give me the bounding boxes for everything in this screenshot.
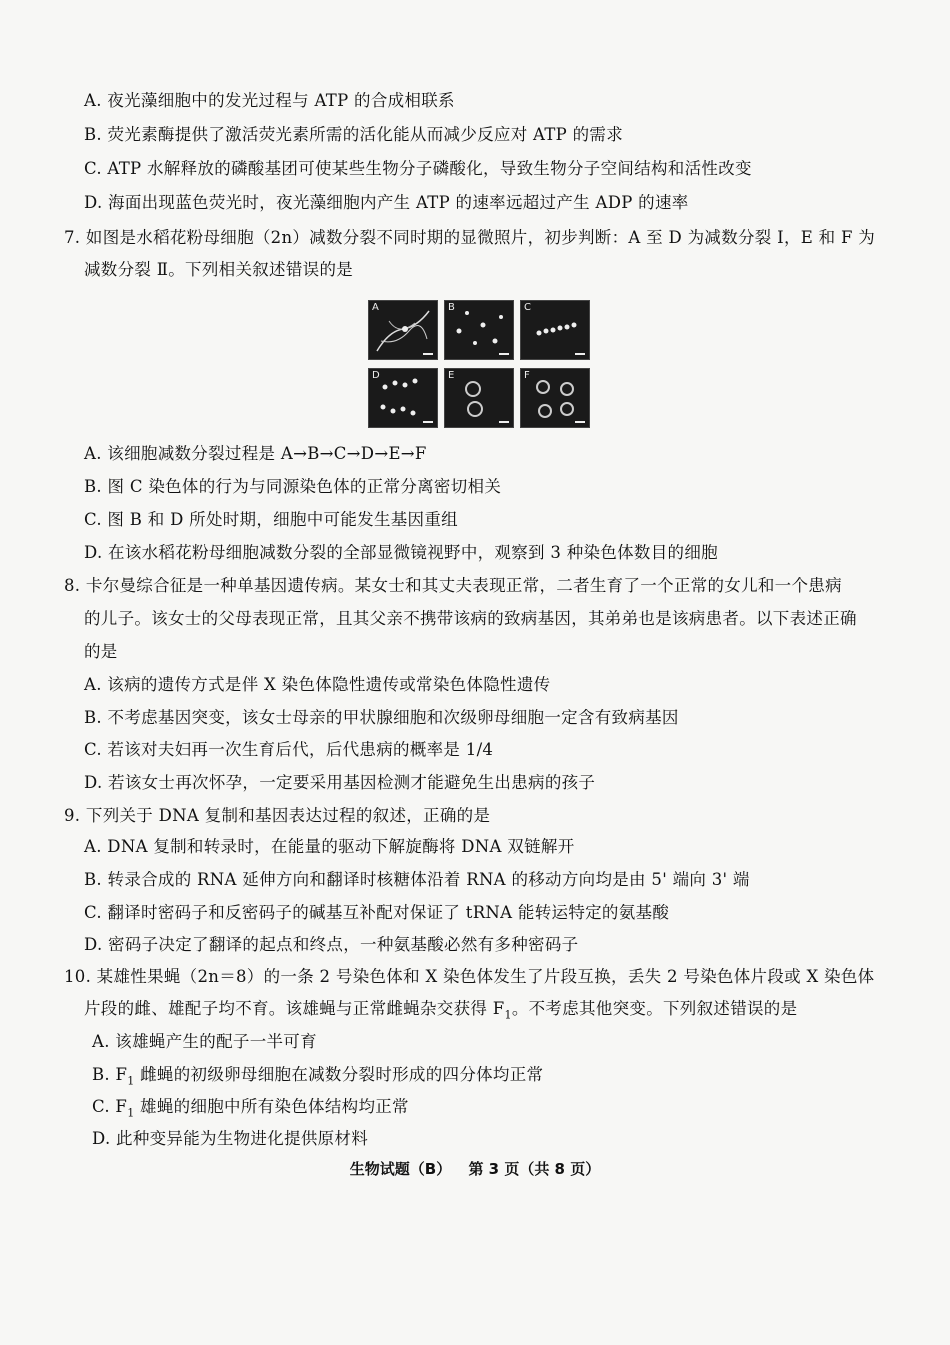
micrograph-panel-d — [368, 368, 438, 428]
q6-option-a: A. 夜光藻细胞中的发光过程与 ATP 的合成相联系 — [84, 91, 455, 110]
bivalents-image — [445, 301, 513, 359]
q10-stem-line2: 片段的雌、雄配子均不育。该雄蝇与正常雌蝇杂交获得 $F_1$。不考虑其他突变。下列叙述错误的是 — [84, 999, 798, 1022]
footer-page-number: 第 3 页（共 8 页） — [468, 1160, 601, 1178]
q7-option-d: D. 在该水稻花粉母细胞减数分裂的全部显微镜视野中，观察到 3 种染色体数目的细胞 — [84, 543, 718, 562]
q7-stem-line2: 减数分裂 Ⅱ。下列相关叙述错误的是 — [84, 260, 354, 279]
metaphase-plate-image — [521, 301, 589, 359]
q10-option-d: D. 此种变异能为生物进化提供原材料 — [92, 1129, 369, 1148]
q6-option-c: C. ATP 水解释放的磷酸基团可使某些生物分子磷酸化，导致生物分子空间结构和活性改变 — [84, 159, 752, 178]
scale-bar — [575, 353, 585, 355]
q9-option-a: A. DNA 复制和转录时，在能量的驱动下解旋酶将 DNA 双链解开 — [84, 837, 575, 856]
q8-stem-line1: 8. 卡尔曼综合征是一种单基因遗传病。某女士和其丈夫表现正常，二者生育了一个正常的女儿和一个患病 — [64, 576, 842, 595]
q9-stem: 9. 下列关于 DNA 复制和基因表达过程的叙述，正确的是 — [64, 806, 491, 825]
scale-bar — [575, 421, 585, 423]
q8-stem-line3: 的是 — [84, 642, 118, 661]
panel-label: B — [448, 302, 455, 313]
micrograph-panel-c — [520, 300, 590, 360]
micrograph-figure — [368, 300, 592, 430]
q9-option-b: B. 转录合成的 RNA 延伸方向和翻译时核糖体沿着 RNA 的移动方向均是由 5' 端向 3' 端 — [84, 870, 750, 889]
q10-stem-line1: 10. 某雄性果蝇（2n＝8）的一条 2 号染色体和 X 染色体发生了片段互换，丢失 2 号染色体片段或 X 染色体 — [64, 967, 875, 986]
footer-subject: 生物试题（B） — [349, 1160, 452, 1178]
panel-label: C — [524, 302, 531, 313]
q7-option-b: B. 图 C 染色体的行为与同源染色体的正常分离密切相关 — [84, 477, 502, 496]
q10-option-a: A. 该雄蝇产生的配子一半可育 — [92, 1032, 317, 1051]
panel-label: E — [448, 370, 455, 381]
panel-label: A — [372, 302, 379, 313]
tetrad-cells-image — [521, 369, 589, 427]
q7-option-a: A. 该细胞减数分裂过程是 A→B→C→D→E→F — [84, 444, 427, 463]
dyad-cells-image — [445, 369, 513, 427]
q8-option-c: C. 若该对夫妇再一次生育后代，后代患病的概率是 1/4 — [84, 740, 494, 759]
micrograph-panel-a — [368, 300, 438, 360]
q10-option-c: C. $F_1$ 雄蝇的细胞中所有染色体结构均正常 — [92, 1097, 409, 1120]
q8-option-d: D. 若该女士再次怀孕，一定要采用基因检测才能避免生出患病的孩子 — [84, 773, 596, 792]
panel-label: F — [524, 370, 530, 381]
q8-option-b: B. 不考虑基因突变，该女士母亲的甲状腺细胞和次级卵母细胞一定含有致病基因 — [84, 708, 679, 727]
panel-label: D — [372, 370, 380, 381]
micrograph-panel-b — [444, 300, 514, 360]
scale-bar — [423, 421, 433, 423]
q9-option-c: C. 翻译时密码子和反密码子的碱基互补配对保证了 tRNA 能转运特定的氨基酸 — [84, 903, 670, 922]
q6-option-b: B. 荧光素酶提供了激活荧光素所需的活化能从而减少反应对 ATP 的需求 — [84, 125, 624, 144]
scale-bar — [423, 353, 433, 355]
q9-option-d: D. 密码子决定了翻译的起点和终点，一种氨基酸必然有多种密码子 — [84, 935, 579, 954]
chromatin-threads-image — [369, 301, 437, 359]
q10-option-b: B. $F_1$ 雌蝇的初级卵母细胞在减数分裂时形成的四分体均正常 — [92, 1065, 544, 1088]
micrograph-panel-f — [520, 368, 590, 428]
scale-bar — [499, 421, 509, 423]
q7-stem-line1: 7. 如图是水稻花粉母细胞（2n）减数分裂不同时期的显微照片，初步判断：A 至 D 为减数分裂 Ⅰ，E 和 F 为 — [64, 228, 876, 247]
page-footer — [0, 1158, 950, 1179]
q6-option-d: D. 海面出现蓝色荧光时，夜光藻细胞内产生 ATP 的速率远超过产生 ADP 的速率 — [84, 193, 689, 212]
q7-option-c: C. 图 B 和 D 所处时期，细胞中可能发生基因重组 — [84, 510, 458, 529]
scale-bar — [499, 353, 509, 355]
q8-option-a: A. 该病的遗传方式是伴 X 染色体隐性遗传或常染色体隐性遗传 — [84, 675, 551, 694]
micrograph-panel-e — [444, 368, 514, 428]
q8-stem-line2: 的儿子。该女士的父母表现正常，且其父亲不携带该病的致病基因，其弟弟也是该病患者。以下表述正确 — [84, 609, 857, 628]
